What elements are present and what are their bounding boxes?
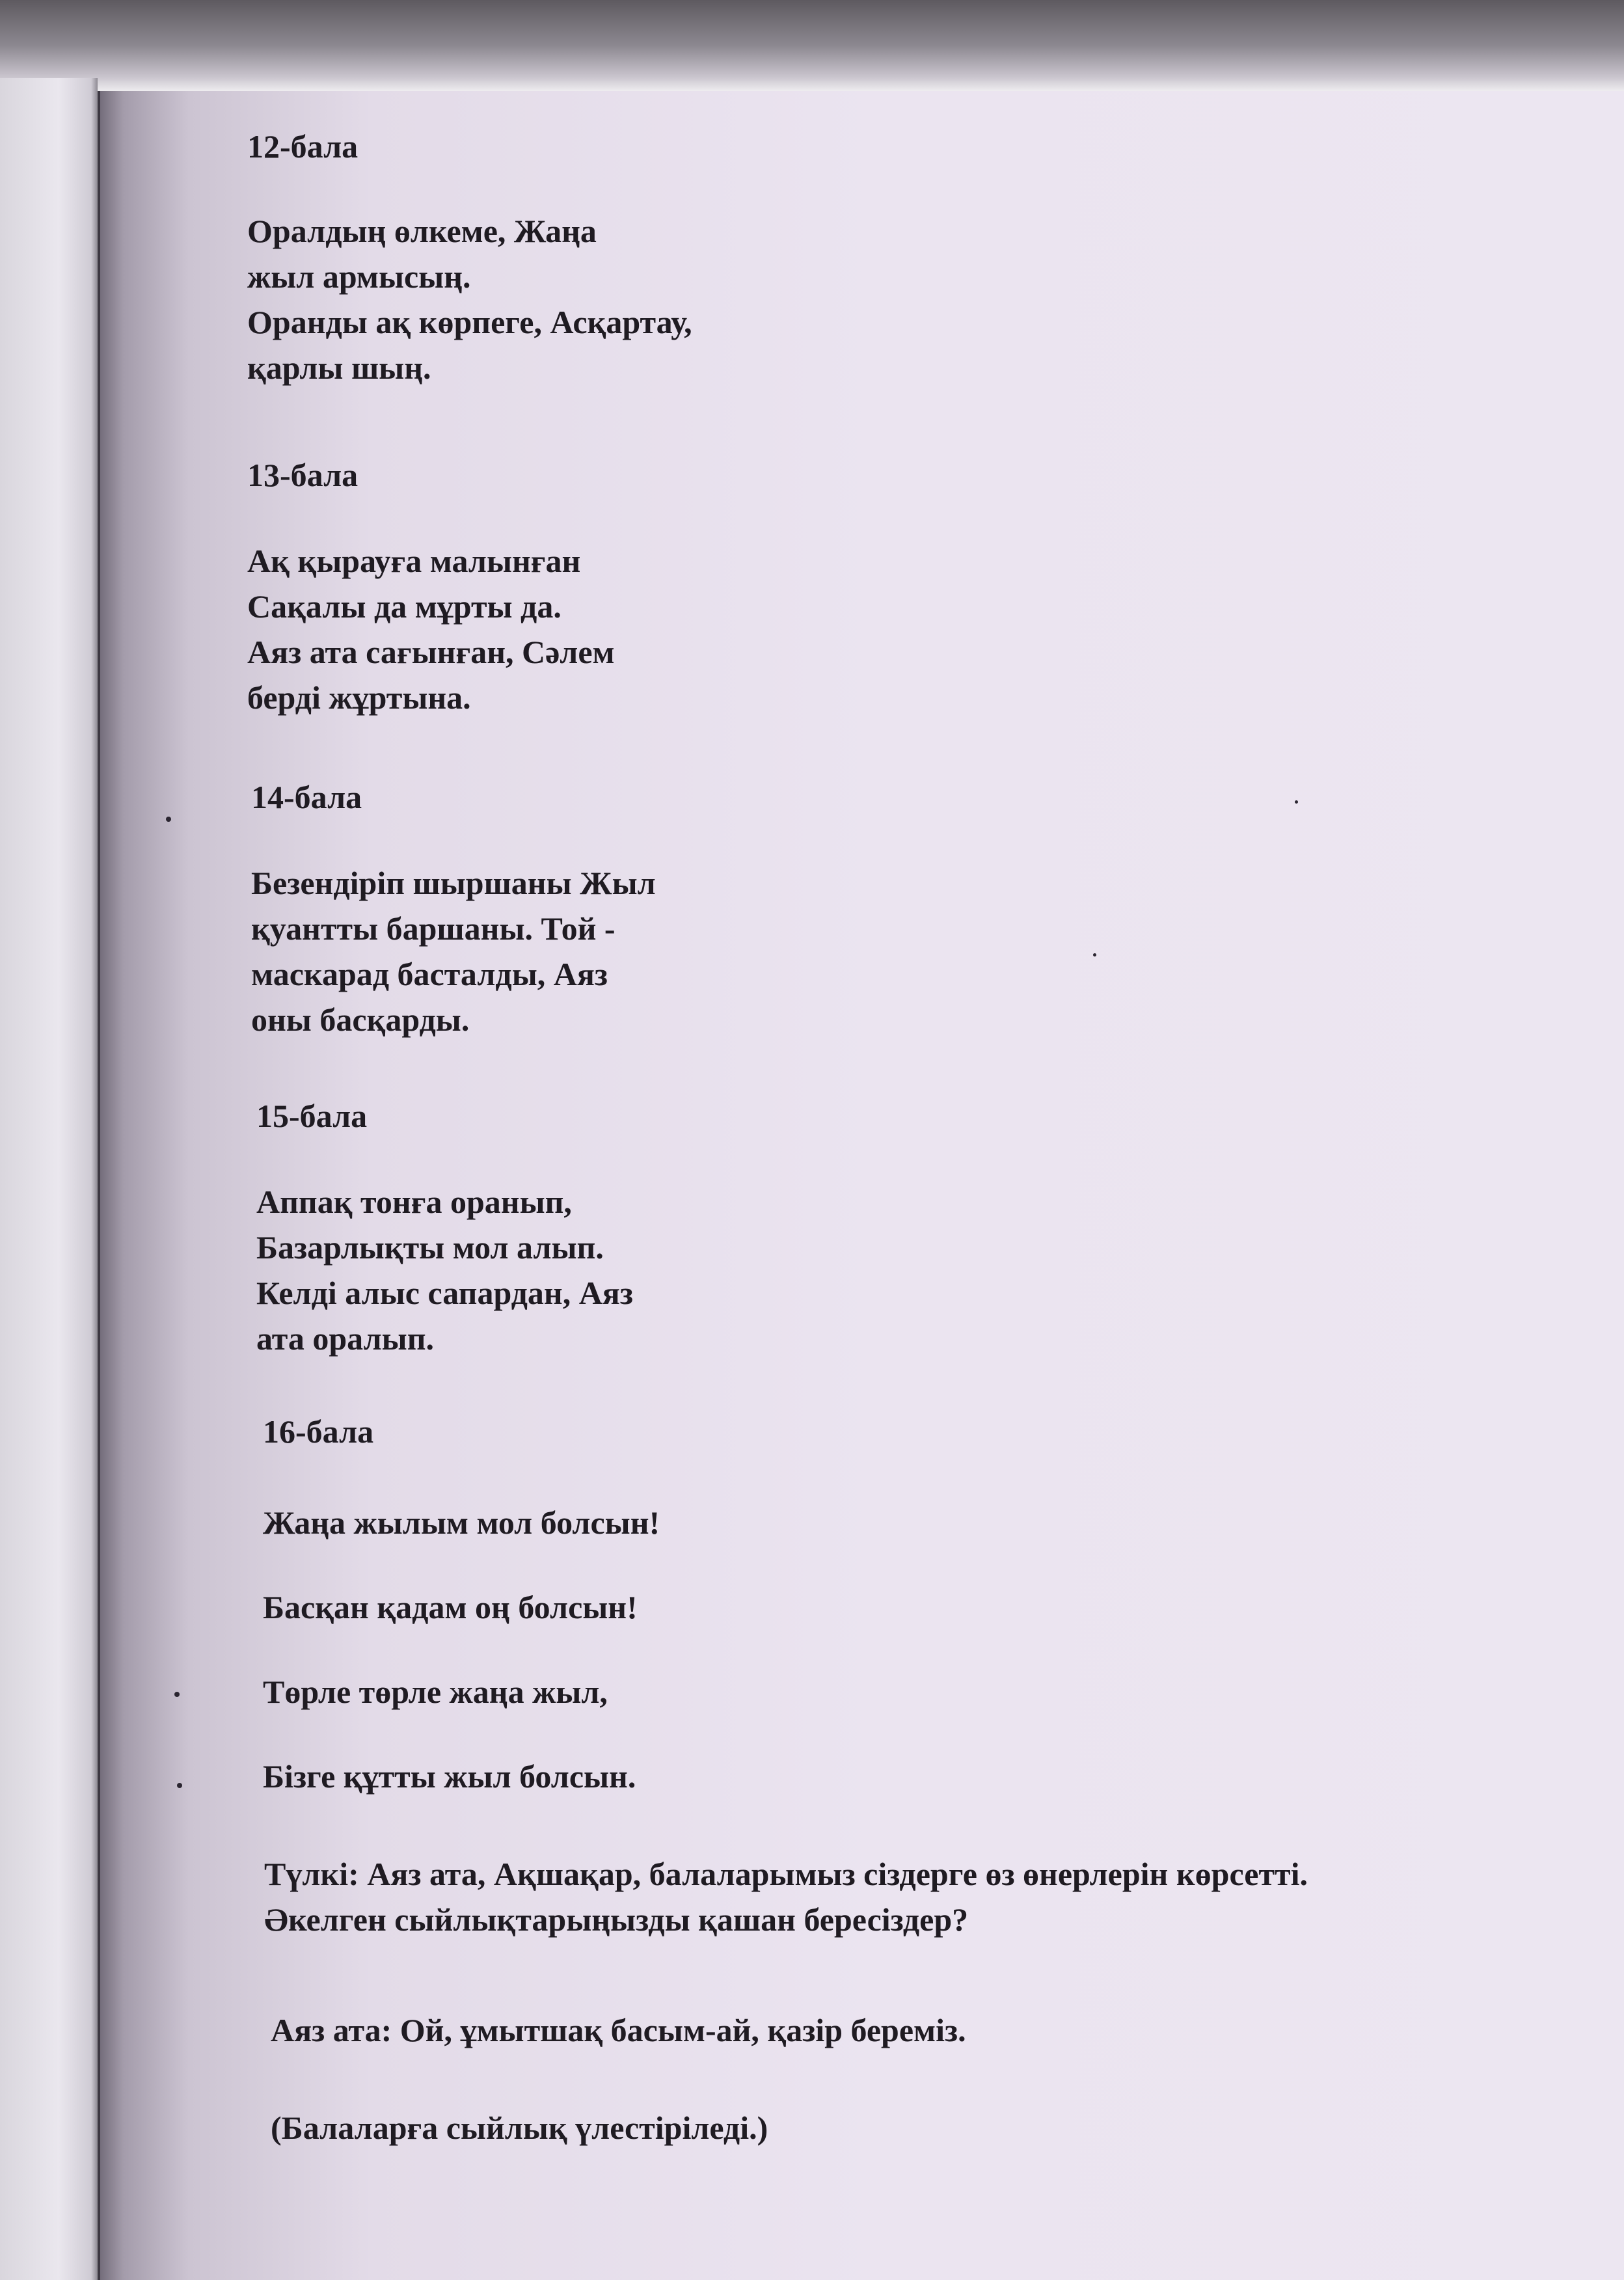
verse-lines (251, 860, 656, 1042)
page-fold-edge (98, 91, 100, 2280)
verse-label: 12-бала (247, 128, 359, 165)
verse-13 (247, 452, 615, 720)
verse-16 (263, 1409, 660, 1799)
stage-direction-text: (Балаларға сыйлық үлестіріледі.) (271, 2110, 768, 2146)
verse-line: қуантты баршаны. Той - (251, 910, 616, 947)
verse-14 (251, 774, 656, 1042)
dialogue-line (271, 2007, 966, 2053)
scan-speck (1295, 800, 1298, 804)
verse-line: Аяз ата сағынған, Сәлем (247, 634, 615, 670)
dialogue-ayaz-ata (271, 2007, 966, 2053)
scan-shadow-top (0, 0, 1624, 98)
scan-speck (1093, 953, 1096, 957)
verse-line: Базарлықты мол алып. (256, 1229, 604, 1266)
verse-label: 14-бала (251, 779, 362, 815)
speech-text: Ой, ұмытшақ басым-ай, қазір береміз. (392, 2012, 966, 2048)
verse-line: жыл армысың. (247, 258, 471, 295)
verse-line: Аппақ тонға оранып, (256, 1184, 572, 1220)
verse-lines (256, 1179, 633, 1361)
verse-line: Оранды ақ көрпеге, Асқартау, (247, 304, 692, 340)
verse-line: берді жұртына. (247, 679, 471, 716)
dialogue-line: Әкелген сыйлықтарыңызды қашан бересіздер? (264, 1901, 969, 1938)
verse-15 (256, 1093, 633, 1361)
verse-line: ата оралып. (256, 1320, 435, 1357)
dialogue-fox (264, 1851, 1308, 1942)
scan-speck (166, 817, 171, 822)
verse-lines (247, 538, 615, 720)
verse-line: Бізге құтты жыл болсын. (263, 1758, 636, 1795)
verse-line: Жаңа жылым мол болсын! (263, 1504, 660, 1541)
verse-line: Келді алыс сапардан, Аяз (256, 1275, 633, 1311)
verse-line: Оралдың өлкеме, Жаңа (247, 213, 597, 249)
scan-speck (174, 1692, 180, 1697)
scan-speck (177, 1783, 182, 1788)
speaker-name: Түлкі: (264, 1856, 359, 1892)
verse-line: Безендіріп шыршаны Жыл (251, 865, 656, 901)
verse-line: Басқан қадам оң болсын! (263, 1589, 638, 1625)
verse-line: қарлы шың. (247, 349, 431, 386)
speaker-name: Аяз ата: (271, 2012, 392, 2048)
dialogue-line (264, 1851, 1308, 1897)
verse-line: Ақ қырауға малынған (247, 543, 581, 579)
verse-line: Төрле төрле жаңа жыл, (263, 1674, 608, 1710)
verse-lines (247, 208, 692, 390)
adjacent-page-strip (0, 78, 98, 2280)
verse-12 (247, 124, 692, 390)
speech-text: Аяз ата, Ақшақар, балаларымыз сіздерге өз өнерлерін көрсетті. (359, 1856, 1308, 1892)
verse-line: оны басқарды. (251, 1001, 470, 1038)
verse-line: Сақалы да мұрты да. (247, 588, 562, 625)
verse-label: 13-бала (247, 457, 359, 493)
stage-direction (271, 2105, 768, 2151)
verse-line: маскарад басталды, Аяз (251, 956, 608, 992)
verse-label: 15-бала (256, 1098, 368, 1134)
verse-label: 16-бала (263, 1413, 374, 1450)
